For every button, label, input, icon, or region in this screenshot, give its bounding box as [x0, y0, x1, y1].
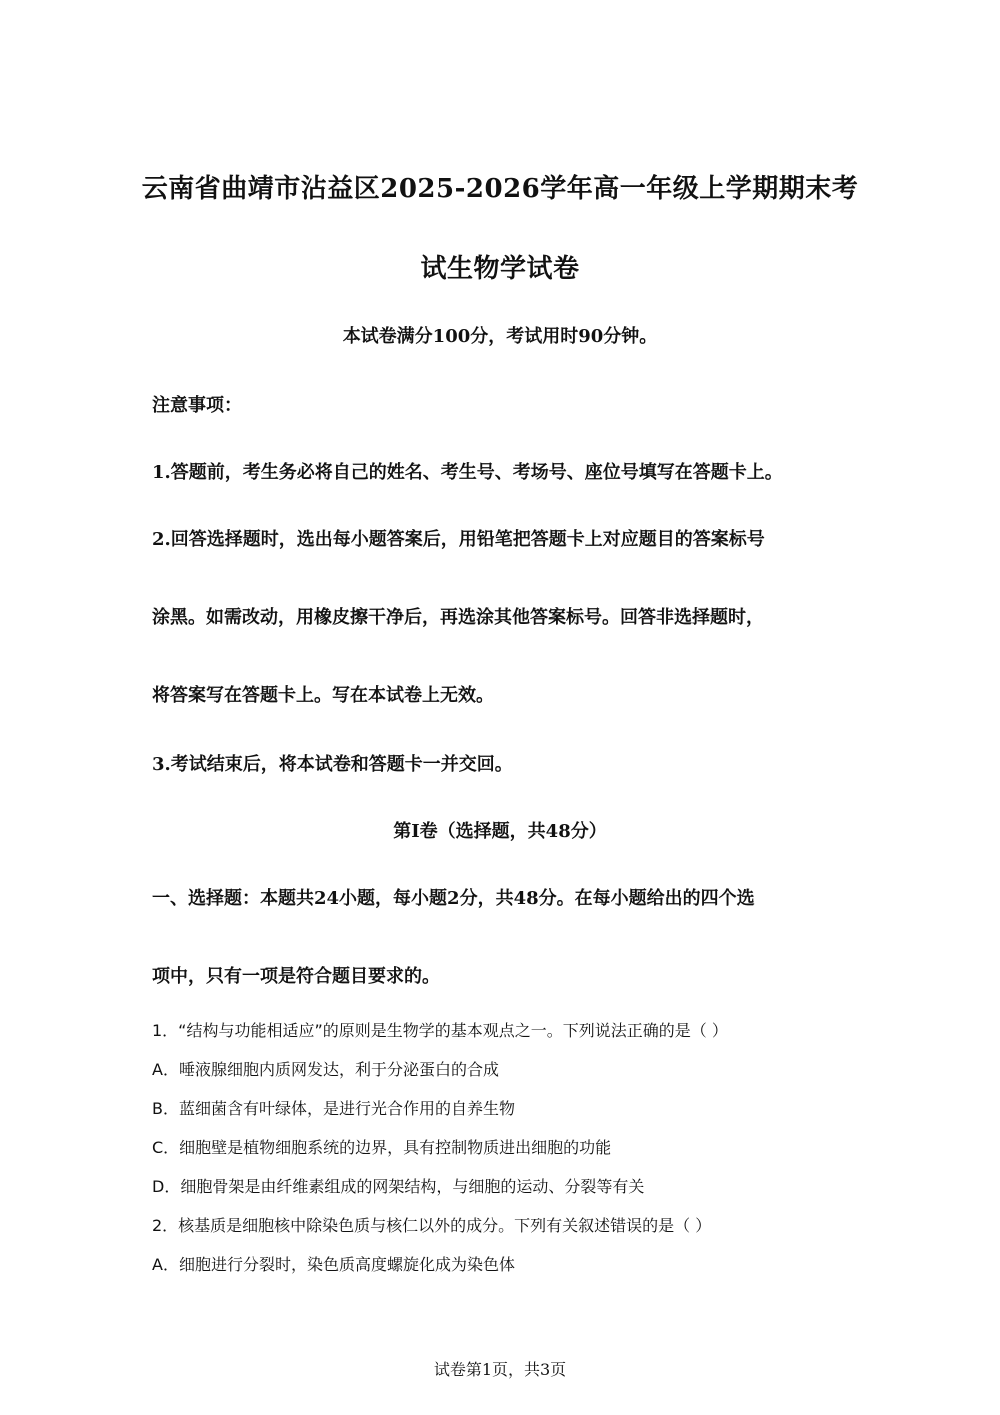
exam-title-line-1: 云南省曲靖市沾益区2025-2026学年高一年级上学期期末考	[141, 174, 859, 204]
note-item-2-line-1: 2.回答选择题时，选出每小题答案后，用铅笔把答题卡上对应题目的答案标号	[152, 529, 765, 550]
question-1-stem: 1．“结构与功能相适应”的原则是生物学的基本观点之一。下列说法正确的是（ ）	[152, 1021, 728, 1040]
question-2-stem: 2．核基质是细胞核中除染色质与核仁以外的成分。下列有关叙述错误的是（ ）	[152, 1216, 712, 1235]
question-1-option-b: B．蓝细菌含有叶绿体，是进行光合作用的自养生物	[152, 1099, 515, 1118]
part1-instructions-line-2: 项中，只有一项是符合题目要求的。	[152, 966, 440, 987]
question-2-option-a: A．细胞进行分裂时，染色质高度螺旋化成为染色体	[152, 1255, 515, 1274]
exam-title-line-2: 试生物学试卷	[420, 254, 580, 284]
section-title: 第Ⅰ卷（选择题，共48分）	[393, 821, 607, 842]
note-item-2-line-3: 将答案写在答题卡上。写在本试卷上无效。	[152, 685, 494, 706]
question-1-option-d: D．细胞骨架是由纤维素组成的网架结构，与细胞的运动、分裂等有关	[152, 1177, 645, 1196]
note-item-1: 1.答题前，考生务必将自己的姓名、考生号、考场号、座位号填写在答题卡上。	[152, 462, 783, 483]
page-footer: 试卷第1页，共3页	[433, 1360, 567, 1379]
exam-score-time: 本试卷满分100分，考试用时90分钟。	[342, 326, 658, 347]
note-item-3: 3.考试结束后，将本试卷和答题卡一并交回。	[152, 754, 513, 775]
note-item-2-line-2: 涂黑。如需改动，用橡皮擦干净后，再选涂其他答案标号。回答非选择题时，	[152, 607, 764, 628]
notes-heading: 注意事项：	[152, 395, 242, 416]
question-1-option-c: C．细胞壁是植物细胞系统的边界，具有控制物质进出细胞的功能	[152, 1138, 612, 1157]
part1-instructions-line-1: 一、选择题：本题共24小题，每小题2分，共48分。在每小题给出的四个选	[152, 888, 755, 909]
question-1-option-a: A．唾液腺细胞内质网发达，利于分泌蛋白的合成	[152, 1060, 499, 1079]
